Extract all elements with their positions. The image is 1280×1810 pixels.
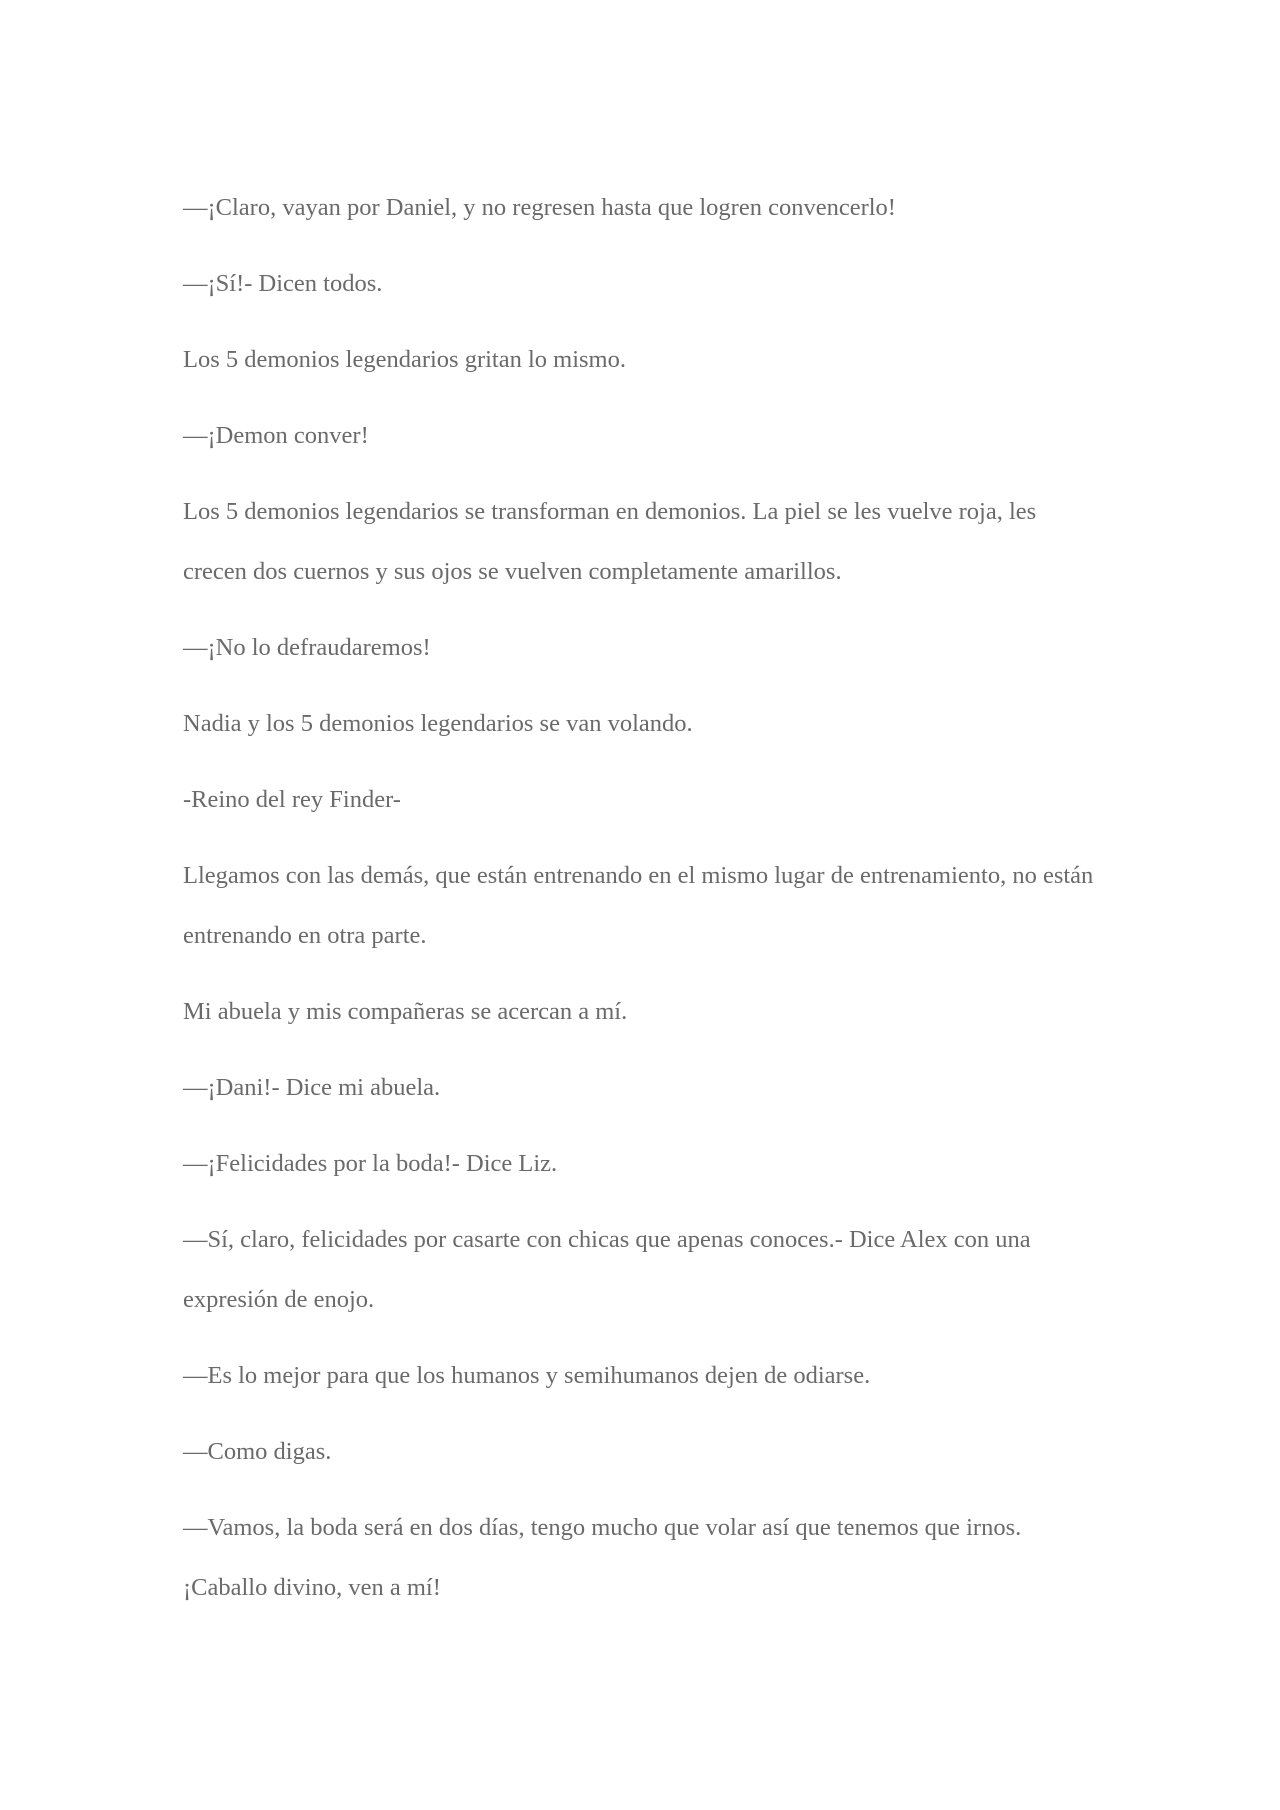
paragraph: —¡Dani!- Dice mi abuela. bbox=[183, 1074, 441, 1101]
paragraph: —Es lo mejor para que los humanos y semihumanos dejen de odiarse. bbox=[183, 1362, 871, 1389]
paragraph: —Vamos, la boda será en dos días, tengo mucho que volar así que tenemos que irnos. ¡Caballo divino, ven a mí! bbox=[183, 1514, 1022, 1601]
paragraph: —¡Sí!- Dicen todos. bbox=[183, 270, 383, 297]
paragraph: —¡Felicidades por la boda!- Dice Liz. bbox=[183, 1150, 558, 1177]
paragraph: —¡No lo defraudaremos! bbox=[183, 634, 431, 661]
paragraph: -Reino del rey Finder- bbox=[183, 786, 401, 813]
paragraph: —¡Claro, vayan por Daniel, y no regresen hasta que logren convencerlo! bbox=[183, 194, 896, 221]
paragraph: —¡Demon conver! bbox=[183, 422, 369, 449]
paragraph: Mi abuela y mis compañeras se acercan a mí. bbox=[183, 998, 628, 1025]
paragraph: Los 5 demonios legendarios gritan lo mismo. bbox=[183, 346, 626, 373]
paragraph: Los 5 demonios legendarios se transforman en demonios. La piel se les vuelve roja, les crecen dos cuernos y sus ojos se vuelven completamente amarillos. bbox=[183, 498, 1037, 585]
paragraph: —Sí, claro, felicidades por casarte con chicas que apenas conoces.- Dice Alex con una expresión de enojo. bbox=[183, 1226, 1031, 1313]
paragraph: Llegamos con las demás, que están entrenando en el mismo lugar de entrenamiento, no están entrenando en otra parte. bbox=[183, 862, 1094, 949]
paragraph: —Como digas. bbox=[183, 1438, 332, 1465]
paragraph: Nadia y los 5 demonios legendarios se van volando. bbox=[183, 710, 693, 737]
body-text bbox=[183, 178, 1103, 1634]
